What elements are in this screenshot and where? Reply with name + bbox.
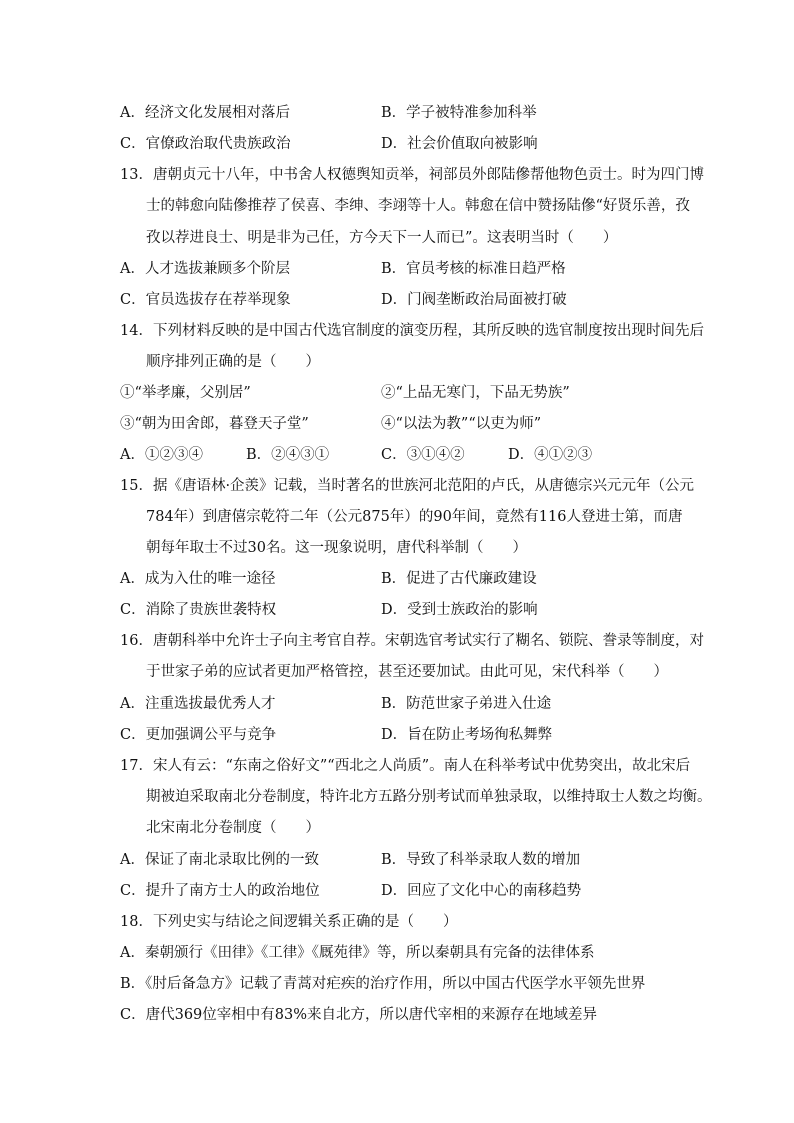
q15-option-a: A．成为入仕的唯一途径: [120, 571, 276, 587]
q17-stem-line-3: 北宋南北分卷制度（ ）: [146, 820, 320, 836]
q14-material-1: ①“举孝廉，父别居”: [120, 385, 251, 401]
q12-option-d: D．社会价值取向被影响: [381, 136, 538, 152]
q12-option-b: B．学子被特准参加科举: [381, 105, 537, 121]
q13-stem-line-3: 孜以荐进良士、明是非为己任，方今天下一人而已”。这表明当时（ ）: [146, 230, 618, 246]
q13-stem-line-1: 13．唐朝贞元十八年，中书舍人权德舆知贡举，祠部员外郎陆傪帮他物色贡士。时为四门博: [120, 167, 704, 183]
q15-stem-line-3: 朝每年取士不过30名。这一现象说明，唐代科举制（ ）: [146, 540, 527, 556]
q16-option-d: D．旨在防止考场徇私舞弊: [381, 727, 553, 743]
q18-option-c: C．唐代369位宰相中有83%来自北方，所以唐代宰相的来源存在地域差异: [120, 1007, 597, 1023]
q13-option-b: B．官员考核的标准日趋严格: [381, 261, 566, 277]
q15-option-c: C．消除了贵族世袭特权: [120, 602, 277, 618]
q17-option-d: D．回应了文化中心的南移趋势: [381, 883, 582, 899]
q13-stem-line-2: 士的韩愈向陆傪推荐了侯喜、李绅、李翊等十人。韩愈在信中赞扬陆傪“好贤乐善，孜: [146, 198, 690, 214]
q14-option-a: A．①②③④: [120, 447, 203, 463]
q14-stem-line-1: 14．下列材料反映的是中国古代选官制度的演变历程，其所反映的选官制度按出现时间先后: [120, 323, 704, 339]
q17-stem-line-1: 17．宋人有云：“东南之俗好文”“西北之人尚质”。南人在科举考试中优势突出，故北宋后: [120, 758, 691, 774]
q14-material-3: ③“朝为田舍郎，暮登天子堂”: [120, 416, 309, 432]
q17-stem-line-2: 期被迫采取南北分卷制度，特许北方五路分别考试而单独录取，以维持取士人数之均衡。: [146, 789, 712, 805]
q13-option-d: D．门阀垄断政治局面被打破: [381, 292, 567, 308]
q14-option-d: D．④①②③: [508, 447, 593, 463]
q16-option-a: A．注重选拔最优秀人才: [120, 696, 276, 712]
q14-stem-line-2: 顺序排列正确的是（ ）: [146, 354, 320, 370]
q12-option-c: C．官僚政治取代贵族政治: [120, 136, 291, 152]
q15-stem-line-2: 784年）到唐僖宗乾符二年（公元875年）的90年间，竟然有116人登进士第，而唐: [146, 509, 683, 525]
q15-option-b: B．促进了古代廉政建设: [381, 571, 537, 587]
q15-option-d: D．受到士族政治的影响: [381, 602, 538, 618]
q18-option-a: A．秦朝颁行《田律》《工律》《厩苑律》等，所以秦朝具有完备的法律体系: [120, 945, 595, 961]
q13-option-a: A．人才选拔兼顾多个阶层: [120, 261, 290, 277]
q18-option-b: B．《肘后备急方》记载了青蒿对疟疾的治疗作用，所以中国古代医学水平领先世界: [120, 976, 646, 992]
q17-option-b: B．导致了科举录取人数的增加: [381, 852, 581, 868]
q16-stem-line-2: 于世家子弟的应试者更加严格管控，甚至还要加试。由此可见，宋代科举（ ）: [146, 664, 668, 680]
q14-material-2: ②“上品无寒门，下品无势族”: [381, 385, 570, 401]
q17-option-c: C．提升了南方士人的政治地位: [120, 883, 320, 899]
q14-material-4: ④“以法为教”“以吏为师”: [381, 416, 542, 432]
q12-option-a: A．经济文化发展相对落后: [120, 105, 290, 121]
q17-option-a: A．保证了南北录取比例的一致: [120, 852, 319, 868]
q14-option-c: C．③①④②: [381, 447, 465, 463]
q13-option-c: C．官员选拔存在荐举现象: [120, 292, 291, 308]
q15-stem-line-1: 15．据《唐语林·企羡》记载，当时著名的世族河北范阳的卢氏，从唐德宗兴元元年（公元: [120, 478, 695, 494]
q16-option-c: C．更加强调公平与竞争: [120, 727, 277, 743]
q14-option-b: B．②④③①: [246, 447, 330, 463]
q16-stem-line-1: 16．唐朝科举中允许士子向主考官自荐。宋朝选官考试实行了糊名、锁院、誊录等制度，对: [120, 633, 704, 649]
q18-stem-line-1: 18．下列史实与结论之间逻辑关系正确的是（ ）: [120, 914, 458, 930]
q16-option-b: B．防范世家子弟进入仕途: [381, 696, 552, 712]
